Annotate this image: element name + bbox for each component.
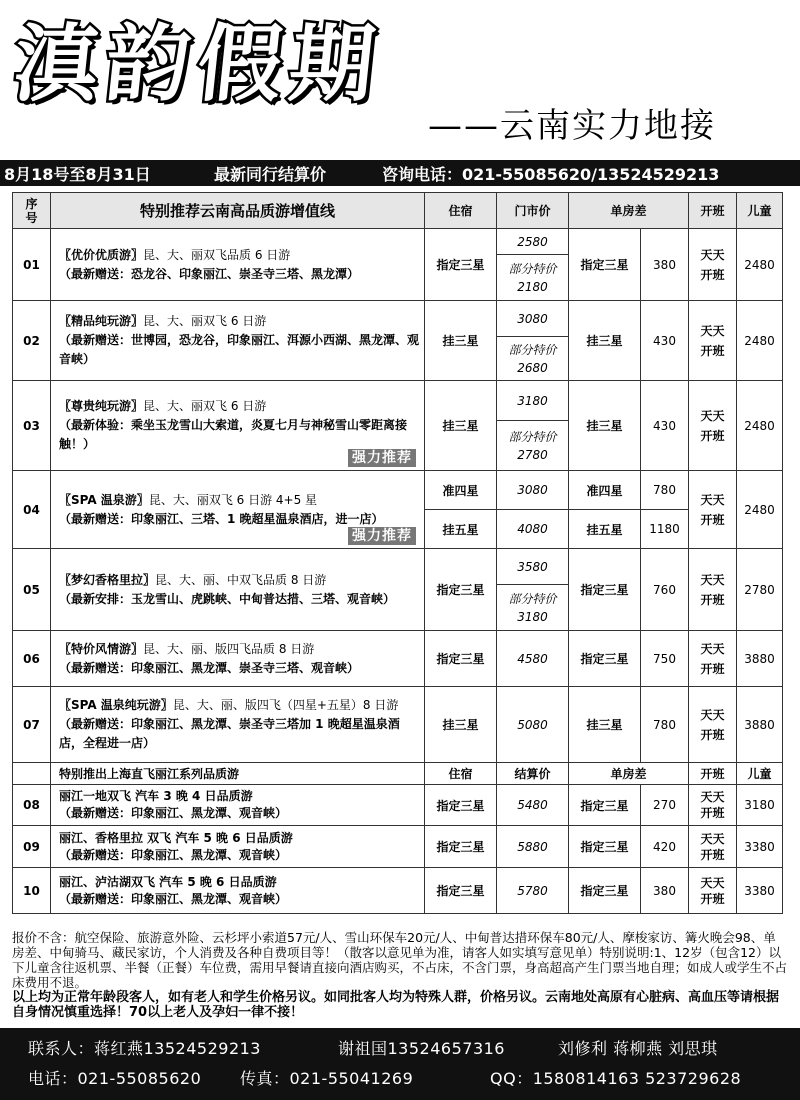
price-table (12, 192, 783, 914)
row-no: 08 (13, 785, 51, 826)
hotel: 挂三星 (425, 381, 497, 471)
price: 5480 (497, 785, 569, 826)
route-gift: （最新赠送：世博园，恐龙谷，印象丽江、洱源小西湖、黑龙潭、观音峡） (59, 333, 420, 366)
route-text: 昆、大、丽、版四飞（四星+五星）8 日游 (172, 698, 399, 712)
route-text: 昆、大、丽双飞 6 日游 (143, 314, 267, 328)
single-hotel: 挂三星 (569, 381, 641, 471)
route-text: 丽江、香格里拉 双飞 汽车 5 晚 6 日品质游 (59, 830, 293, 845)
header-seq: 序号 (13, 193, 51, 229)
table-header (13, 193, 783, 229)
single-price: 420 (641, 826, 689, 868)
row-desc (51, 631, 425, 687)
notes-block (12, 930, 788, 1020)
single-hotel: 挂五星 (569, 510, 641, 549)
single-price: 760 (641, 549, 689, 631)
route-name: 〖精品纯玩游〗 (59, 314, 144, 328)
table-row (13, 471, 783, 510)
row-desc (51, 301, 425, 381)
row-desc (51, 826, 425, 868)
row-no: 03 (13, 381, 51, 471)
row-no: 07 (13, 687, 51, 763)
route-gift: （最新赠送：印象丽江、黑龙潭、崇圣寺三塔加 1 晚超星温泉酒店，全程进一店） (59, 717, 400, 750)
header-single: 单房差 (569, 193, 689, 229)
section2-open: 开班 (689, 763, 737, 785)
route-name: 〖尊贵纯玩游〗 (59, 399, 144, 413)
open-days: 天天开班 (689, 301, 737, 381)
open-days: 天天开班 (689, 381, 737, 471)
qq-number: QQ：1580814163 523729628 (490, 1069, 742, 1088)
row-desc (51, 549, 425, 631)
single-price: 270 (641, 785, 689, 826)
hotel: 指定三星 (425, 868, 497, 914)
route-name: 〖梦幻香格里拉〗 (59, 572, 156, 587)
row-no: 04 (13, 471, 51, 549)
contact-footer (0, 1028, 800, 1100)
child-price: 3380 (737, 826, 783, 868)
header-hotel: 住宿 (425, 193, 497, 229)
price: 2580 (497, 229, 569, 255)
price: 5880 (497, 826, 569, 868)
header-open: 开班 (689, 193, 737, 229)
phone-number: 电话：021-55085620 (28, 1069, 202, 1088)
table-row (13, 549, 783, 585)
brand-title: 滇韵假期 (8, 15, 388, 113)
single-price: 430 (641, 301, 689, 381)
price: 4080 (497, 510, 569, 549)
open-days: 天天开班 (689, 631, 737, 687)
brand-subtitle: ——云南实力地接 (428, 106, 716, 146)
fax-number: 传真：021-55041269 (240, 1069, 414, 1088)
hotel: 挂三星 (425, 301, 497, 381)
child-price: 3180 (737, 785, 783, 826)
open-days: 天天开班 (689, 826, 737, 868)
row-no: 01 (13, 229, 51, 301)
hotel: 指定三星 (425, 785, 497, 826)
single-hotel: 指定三星 (569, 229, 641, 301)
top-info-bar (0, 160, 800, 186)
section2-child: 儿童 (737, 763, 783, 785)
row-desc (51, 687, 425, 763)
route-text: 昆、大、丽双飞 6 日游 4+5 星 (148, 492, 318, 507)
table-row (13, 826, 783, 868)
route-gift: （最新赠送：印象丽江、黑龙潭、观音峡） (59, 891, 288, 906)
child-price: 3380 (737, 868, 783, 914)
table-row (13, 868, 783, 914)
table-row (13, 687, 783, 763)
contact-secondary: 谢祖国13524657316 (338, 1039, 505, 1058)
open-days: 天天开班 (689, 549, 737, 631)
hotel: 指定三星 (425, 826, 497, 868)
section2-title: 特别推出上海直飞丽江系列品质游 (51, 763, 425, 785)
child-price: 2480 (737, 471, 783, 549)
hotel: 挂三星 (425, 687, 497, 763)
child-price: 3880 (737, 631, 783, 687)
single-hotel: 指定三星 (569, 826, 641, 868)
price: 3080 (497, 301, 569, 337)
section2-header (13, 763, 783, 785)
contact-others: 刘修利 蒋柳燕 刘思琪 (558, 1039, 718, 1058)
single-price: 780 (641, 687, 689, 763)
header-price: 门市价 (497, 193, 569, 229)
row-no: 05 (13, 549, 51, 631)
child-price: 2780 (737, 549, 783, 631)
price: 3080 (497, 471, 569, 510)
single-price: 430 (641, 381, 689, 471)
section2-hotel: 住宿 (425, 763, 497, 785)
hotline: 咨询电话：021-55085620/13524529213 (382, 164, 720, 184)
contact-primary: 联系人：蒋红燕13524529213 (28, 1039, 261, 1058)
row-no: 10 (13, 868, 51, 914)
price-note: 最新同行结算价 (214, 164, 327, 184)
child-price: 2480 (737, 301, 783, 381)
single-hotel: 挂三星 (569, 301, 641, 381)
single-hotel: 指定三星 (569, 631, 641, 687)
route-text: 昆、大、丽、版四飞品质 8 日游 (143, 641, 315, 656)
hotel: 指定三星 (425, 631, 497, 687)
row-no: 02 (13, 301, 51, 381)
table-row (13, 631, 783, 687)
header-title: 特别推荐云南高品质游增值线 (51, 193, 425, 229)
row-no: 09 (13, 826, 51, 868)
row-desc (51, 785, 425, 826)
hotel: 指定三星 (425, 549, 497, 631)
hotel: 挂五星 (425, 510, 497, 549)
row-desc (51, 229, 425, 301)
price: 4580 (497, 631, 569, 687)
single-price: 780 (641, 471, 689, 510)
recommend-badge: 强力推荐 (348, 527, 416, 545)
table-row (13, 785, 783, 826)
route-gift: （最新赠送：印象丽江、黑龙潭、观音峡） (59, 806, 288, 820)
header-child: 儿童 (737, 193, 783, 229)
row-desc (51, 381, 425, 471)
route-gift: （最新赠送：印象丽江、黑龙潭、崇圣寺三塔、观音峡） (59, 660, 360, 675)
route-name: 〖SPA 温泉游〗 (59, 492, 149, 507)
exclusions-note: 报价不含：航空保险、旅游意外险、云杉坪小索道57元/人、雪山环保车20元/人、中甸普达措环保车80元/人、摩梭家访、篝火晚会98、单房差、中甸骑马、藏民家访，个人消费及各种自费项目等！（散客以意见单为准，请客人如实填写意见单）特别说明:1、12岁（包含12）以下儿童含往返机票、半餐（正餐）车位费，需用早餐请直接向酒店购买，不占床，不含门票，身高超高产生门票当地自理；如成人或学生不占床费用不退。 (12, 930, 788, 990)
row-desc (51, 868, 425, 914)
row-desc (51, 471, 425, 549)
single-hotel: 准四星 (569, 471, 641, 510)
route-gift: （最新安排：玉龙雪山、虎跳峡、中甸普达措、三塔、观音峡） (59, 591, 396, 606)
special-price: 部分特价 2180 (497, 255, 569, 301)
single-price: 380 (641, 868, 689, 914)
route-gift: （最新赠送：恐龙谷、印象丽江、崇圣寺三塔、黑龙潭） (59, 266, 360, 281)
route-gift: （最新赠送：印象丽江、三塔、1 晚超星温泉酒店，进一店） (59, 511, 384, 526)
section2-price: 结算价 (497, 763, 569, 785)
child-price: 2480 (737, 229, 783, 301)
route-gift: （最新体验：乘坐玉龙雪山大索道，炎夏七月与神秘雪山零距离接触！） (59, 418, 408, 451)
price: 5780 (497, 868, 569, 914)
single-price: 380 (641, 229, 689, 301)
single-price: 1180 (641, 510, 689, 549)
open-days: 天天开班 (689, 785, 737, 826)
special-price: 部分特价 2780 (497, 421, 569, 471)
route-text: 昆、大、丽、中双飞品质 8 日游 (155, 572, 327, 587)
route-text: 丽江、泸沽湖双飞 汽车 5 晚 6 日品质游 (59, 874, 277, 889)
special-price: 部分特价 2680 (497, 337, 569, 381)
recommend-badge: 强力推荐 (348, 449, 416, 467)
hotel: 准四星 (425, 471, 497, 510)
route-name: 〖优价优质游〗 (59, 247, 144, 262)
child-price: 2480 (737, 381, 783, 471)
price: 3580 (497, 549, 569, 585)
route-text: 昆、大、丽双飞 6 日游 (143, 399, 267, 413)
route-text: 丽江一地双飞 汽车 3 晚 4 日品质游 (59, 789, 253, 803)
child-price: 3880 (737, 687, 783, 763)
single-hotel: 指定三星 (569, 549, 641, 631)
open-days: 天天开班 (689, 471, 737, 549)
hotel: 指定三星 (425, 229, 497, 301)
date-range: 8月18号至8月31日 (4, 164, 151, 184)
table-row (13, 301, 783, 337)
table-row (13, 229, 783, 255)
single-hotel: 指定三星 (569, 868, 641, 914)
single-hotel: 指定三星 (569, 785, 641, 826)
section2-single: 单房差 (569, 763, 689, 785)
warning-note: 以上均为正常年龄段客人，如有老人和学生价格另议。如同批客人均为特殊人群，价格另议。云南地处高原有心脏病、高血压等请根据自身情况慎重选择！70以上老人及孕妇一律不接！ (12, 990, 780, 1020)
open-days: 天天开班 (689, 687, 737, 763)
table-row (13, 381, 783, 421)
price: 3180 (497, 381, 569, 421)
price: 5080 (497, 687, 569, 763)
single-price: 750 (641, 631, 689, 687)
special-price: 部分特价 3180 (497, 585, 569, 631)
row-no: 06 (13, 631, 51, 687)
route-name: 〖SPA 温泉纯玩游〗 (59, 698, 173, 712)
route-name: 〖特价风情游〗 (59, 641, 144, 656)
open-days: 天天开班 (689, 229, 737, 301)
open-days: 天天开班 (689, 868, 737, 914)
route-text: 昆、大、丽双飞品质 6 日游 (143, 247, 291, 262)
single-hotel: 挂三星 (569, 687, 641, 763)
route-gift: （最新赠送：印象丽江、黑龙潭、观音峡） (59, 847, 288, 862)
